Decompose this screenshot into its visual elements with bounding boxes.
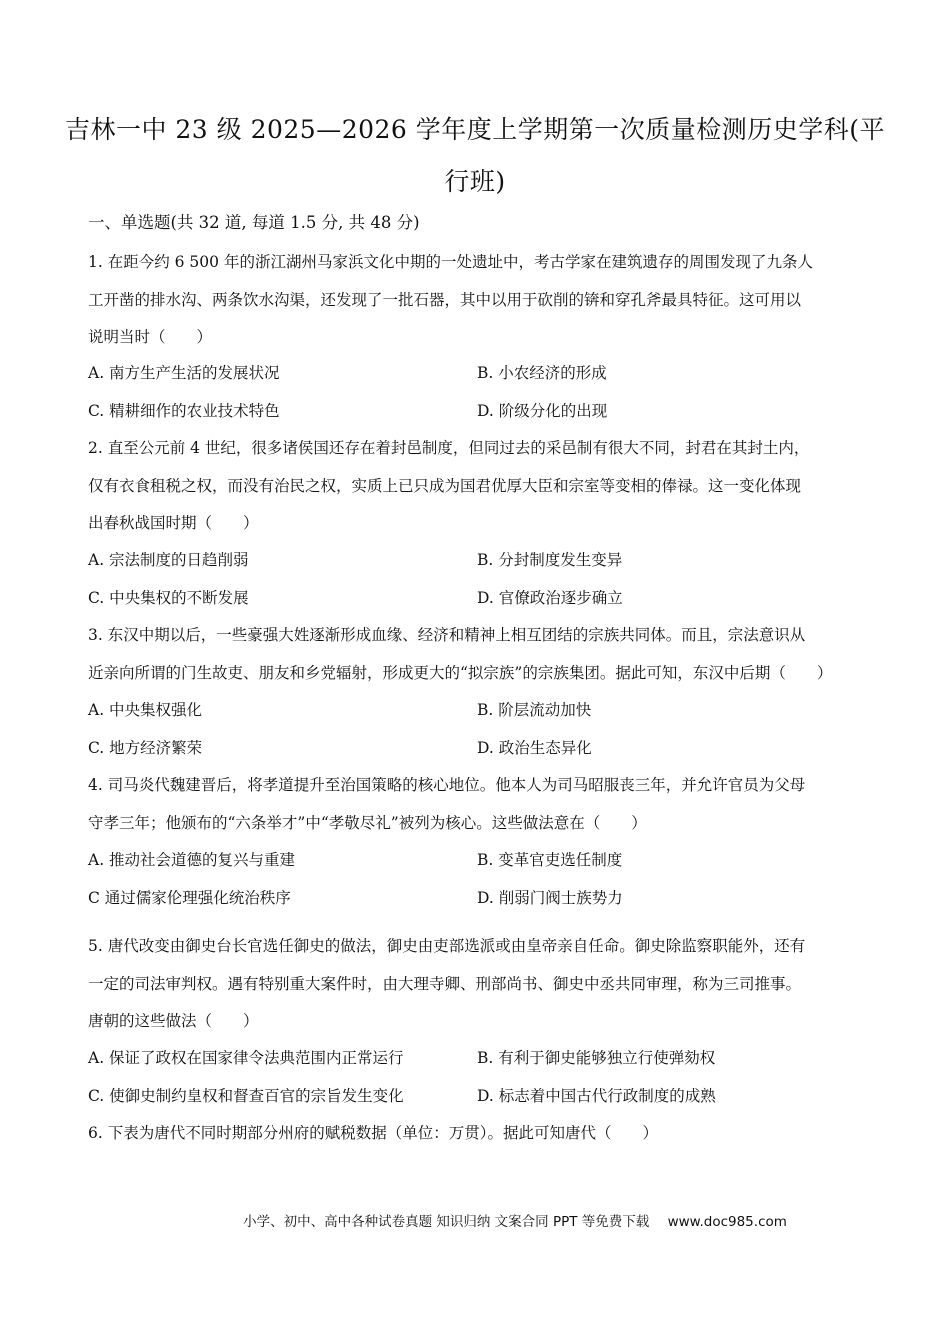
- question-line: 唐朝的这些做法（ ）: [88, 1012, 259, 1030]
- title-line-1: 吉林一中 23 级 2025—2026 学年度上学期第一次质量检测历史学科(平: [64, 115, 886, 144]
- footer-text: 小学、初中、高中各种试卷真题 知识归纳 文案合同 PPT 等免费下载: [243, 1214, 650, 1230]
- option-c[interactable]: C. 使御史制约皇权和督查百官的宗旨发生变化: [88, 1086, 404, 1105]
- question-4: [88, 767, 873, 842]
- question-4-options: [88, 842, 873, 917]
- question-5: [88, 928, 873, 1041]
- option-a[interactable]: A. 保证了政权在国家律令法典范围内正常运行: [88, 1049, 404, 1067]
- question-line: 3. 东汉中期以后，一些豪强大姓逐渐形成血缘、经济和精神上相互团结的宗族共同体。而且，宗法意识从: [88, 626, 806, 644]
- question-line: 守孝三年；他颁布的“六条举才”中“孝敬尽礼”被列为核心。这些做法意在（ ）: [88, 813, 647, 832]
- question-line: 2. 直至公元前 4 世纪，很多诸侯国还存在着封邑制度，但同过去的采邑制有很大不同，封君在其封土内，: [88, 439, 810, 457]
- question-line: 出春秋战国时期（ ）: [88, 514, 259, 532]
- question-2-options: [88, 542, 873, 617]
- option-d[interactable]: D. 阶级分化的出现: [477, 401, 608, 420]
- exam-title: [60, 104, 890, 208]
- option-d[interactable]: D. 官僚政治逐步确立: [477, 588, 623, 607]
- question-line: 6. 下表为唐代不同时期部分州府的赋税数据（单位：万贯）。据此可知唐代（ ）: [88, 1124, 658, 1142]
- question-5-options: [88, 1040, 873, 1115]
- question-line: 近亲向所谓的门生故吏、朋友和乡党辐射，形成更大的“拟宗族”的宗族集团。据此可知，东汉中后期（ ）: [88, 663, 833, 682]
- option-c[interactable]: C. 中央集权的不断发展: [88, 588, 249, 607]
- option-a[interactable]: A. 推动社会道德的复兴与重建: [88, 851, 296, 869]
- option-b[interactable]: B. 小农经济的形成: [477, 364, 607, 382]
- option-a[interactable]: A. 南方生产生活的发展状况: [88, 364, 280, 382]
- question-line: 一定的司法审判权。遇有特别重大案件时，由大理寺卿、刑部尚书、御史中丞共同审理，称为三司推事。: [88, 974, 802, 993]
- footer-link[interactable]: www.doc985.com: [667, 1214, 787, 1230]
- option-a[interactable]: A. 中央集权强化: [88, 701, 203, 719]
- title-line-2: 行班): [444, 167, 506, 196]
- option-a[interactable]: A. 宗法制度的日趋削弱: [88, 551, 249, 569]
- question-1-options: [88, 355, 873, 430]
- question-line: 5. 唐代改变由御史台长官选任御史的做法，御史由吏部选派或由皇帝亲自任命。御史除监察职能外，还有: [88, 937, 806, 955]
- option-b[interactable]: B. 变革官吏选任制度: [477, 851, 623, 869]
- question-2: [88, 430, 873, 543]
- option-b[interactable]: B. 阶层流动加快: [477, 701, 592, 719]
- section-heading: 一、单选题(共 32 道, 每道 1.5 分, 共 48 分): [88, 213, 420, 232]
- question-line: 4. 司马炎代魏建晋后，将孝道提升至治国策略的核心地位。他本人为司马昭服丧三年，并允许官员为父母: [88, 776, 806, 794]
- question-3: [88, 617, 873, 692]
- option-c[interactable]: C. 精耕细作的农业技术特色: [88, 401, 280, 420]
- option-d[interactable]: D. 政治生态异化: [477, 738, 592, 757]
- question-line: 工开凿的排水沟、两条饮水沟渠，还发现了一批石器，其中以用于砍削的锛和穿孔斧最具特征。这可用以: [88, 290, 802, 309]
- option-c[interactable]: C 通过儒家伦理强化统治秩序: [88, 888, 291, 907]
- option-d[interactable]: D. 标志着中国古代行政制度的成熟: [477, 1086, 716, 1105]
- option-b[interactable]: B. 分封制度发生变异: [477, 551, 623, 569]
- page-footer: [0, 1210, 950, 1230]
- question-line: 1. 在距今约 6 500 年的浙江湖州马家浜文化中期的一处遗址中，考古学家在建筑遗存的周围发现了九条人: [88, 253, 813, 271]
- option-c[interactable]: C. 地方经济繁荣: [88, 738, 203, 757]
- option-d[interactable]: D. 削弱门阀士族势力: [477, 888, 623, 907]
- question-6: [88, 1115, 873, 1153]
- option-b[interactable]: B. 有利于御史能够独立行使弹劾权: [477, 1049, 716, 1067]
- question-1: [88, 244, 873, 357]
- question-line: 仅有衣食租税之权，而没有治民之权，实质上已只成为国君优厚大臣和宗室等变相的俸禄。这一变化体现: [88, 476, 802, 495]
- question-3-options: [88, 692, 873, 767]
- question-line: 说明当时（ ）: [88, 328, 213, 346]
